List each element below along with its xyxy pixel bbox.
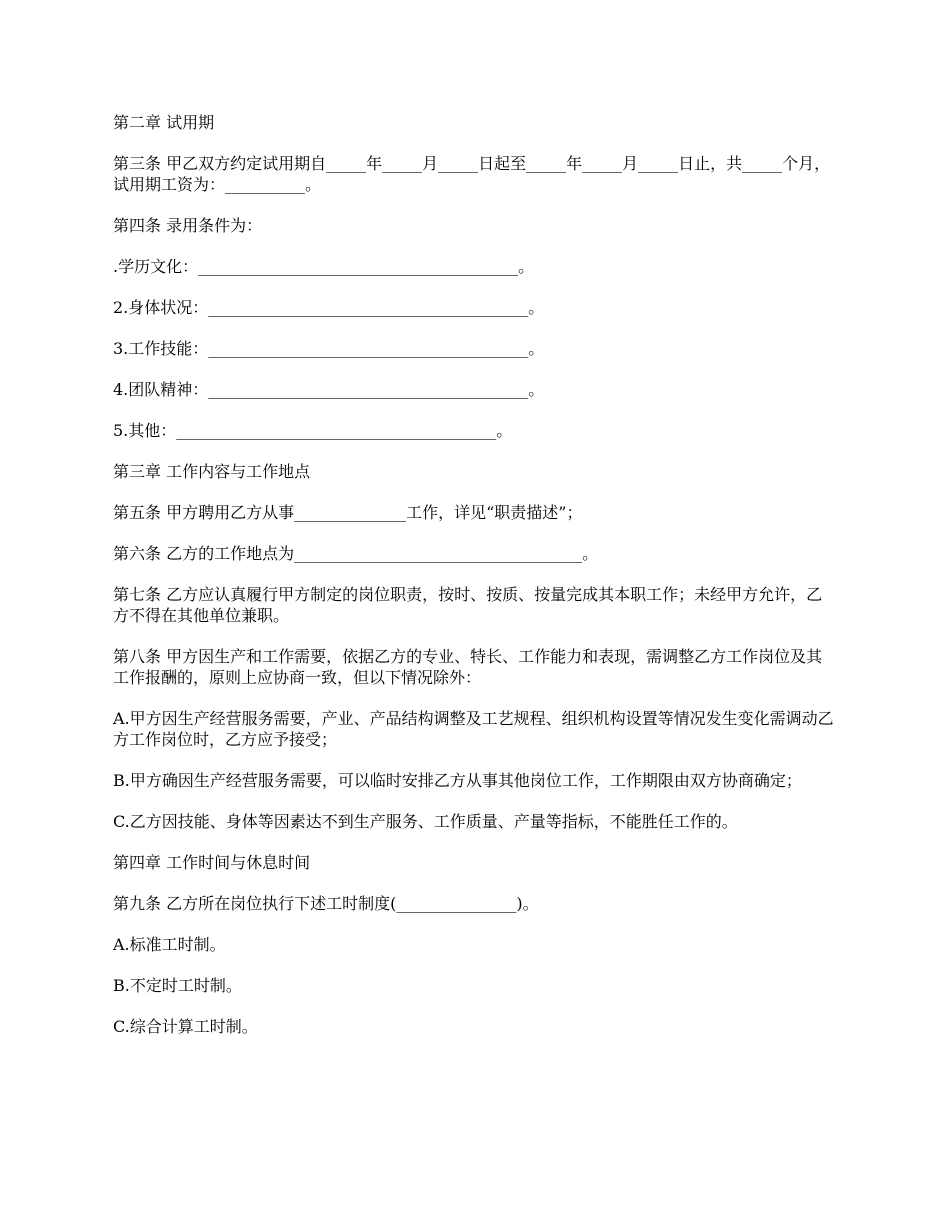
condition-education: .学历文化：________________________________________。 <box>113 257 535 276</box>
document-page <box>113 112 838 1057</box>
article-9-working-hours: 第九条 乙方所在岗位执行下述工时制度(_______________)。 <box>113 894 539 913</box>
chapter-2-heading: 第二章 试用期 <box>113 113 215 132</box>
hours-option-c: C.综合计算工时制。 <box>113 1017 258 1036</box>
article-4-hiring-conditions: 第四条 录用条件为： <box>113 216 263 235</box>
chapter-4-heading: 第四章 工作时间与休息时间 <box>113 853 311 872</box>
exception-c: C.乙方因技能、身体等因素达不到生产服务、工作质量、产量等指标，不能胜任工作的。 <box>113 812 738 831</box>
condition-health: 2.身体状况：________________________________________。 <box>113 298 545 317</box>
article-6-work-location: 第六条 乙方的工作地点为____________________________________。 <box>113 544 599 563</box>
article-5-job: 第五条 甲方聘用乙方从事______________工作，详见“职责描述”； <box>113 503 583 522</box>
hours-option-b: B.不定时工时制。 <box>113 976 242 995</box>
article-7-duties: 第七条 乙方应认真履行甲方制定的岗位职责，按时、按质、按量完成其本职工作；未经甲方允许，乙方不得在其他单位兼职。 <box>113 585 823 625</box>
exception-a: A.甲方因生产经营服务需要，产业、产品结构调整及工艺规程、组织机构设置等情况发生变化需调动乙方工作岗位时，乙方应予接受； <box>113 709 834 749</box>
condition-work-skills: 3.工作技能：________________________________________。 <box>113 339 545 358</box>
article-3-probation-period: 第三条 甲乙双方约定试用期自_____年_____月_____日起至_____年_____月_____日止，共_____个月，试用期工资为：__________。 <box>113 154 831 194</box>
chapter-3-heading: 第三章 工作内容与工作地点 <box>113 462 311 481</box>
article-8-adjustment: 第八条 甲方因生产和工作需要，依据乙方的专业、特长、工作能力和表现，需调整乙方工作岗位及其工作报酬的，原则上应协商一致，但以下情况除外： <box>113 647 823 687</box>
exception-b: B.甲方确因生产经营服务需要，可以临时安排乙方从事其他岗位工作，工作期限由双方协商确定； <box>113 771 802 790</box>
condition-team-spirit: 4.团队精神：________________________________________。 <box>113 380 545 399</box>
condition-other: 5.其他：________________________________________。 <box>113 421 513 440</box>
hours-option-a: A.标准工时制。 <box>113 935 226 954</box>
